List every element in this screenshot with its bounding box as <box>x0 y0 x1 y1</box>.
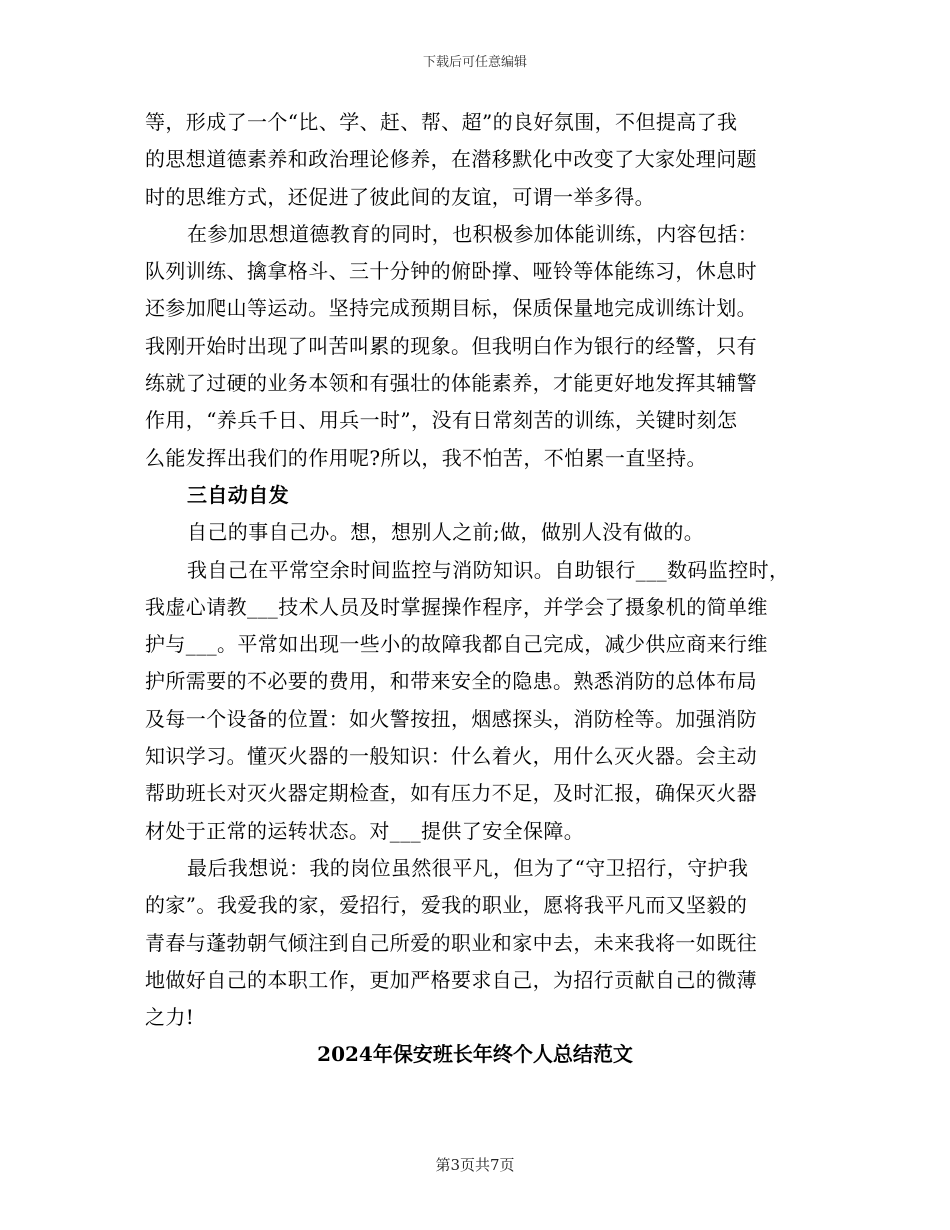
paragraph-line: 的思想道德素养和政治理论修养，在潜移默化中改变了大家处理问题 <box>145 147 757 172</box>
paragraph-line: 队列训练、擒拿格斗、三十分钟的俯卧撑、哑铃等体能练习，休息时 <box>145 259 757 284</box>
paragraph-line: 地做好自己的本职工作，更加严格要求自己，为招行贡献自己的微薄 <box>145 967 757 992</box>
paragraph-line: 知识学习。懂灭火器的一般知识：什么着火，用什么灭火器。会主动 <box>145 744 757 769</box>
paragraph-line: 之力! <box>145 1005 195 1030</box>
paragraph-line: 在参加思想道德教育的同时，也积极参加体能训练，内容包括： <box>187 221 759 246</box>
paragraph-line: 作用，“养兵千日、用兵一时”，没有日常刻苦的训练，关键时刻怎 <box>145 408 738 433</box>
section-heading: 三自动自发 <box>187 482 289 507</box>
page-header: 下载后可任意编辑 <box>422 55 527 70</box>
paragraph-line: 及每一个设备的位置：如火警按扭，烟感探头，消防栓等。加强消防 <box>145 706 757 731</box>
paragraph-line: 我虚心请教___技术人员及时掌握操作程序，并学会了摄象机的简单维 <box>145 594 768 619</box>
page-footer: 第3页共7页 <box>435 1156 515 1174</box>
body-text <box>145 104 805 1036</box>
paragraph-line: 时的思维方式，还促进了彼此间的友谊，可谓一举多得。 <box>145 184 655 209</box>
paragraph-line: 我刚开始时出现了叫苦叫累的现象。但我明白作为银行的经警，只有 <box>145 333 757 358</box>
paragraph-line: 青春与蓬勃朝气倾注到自己所爱的职业和家中去，未来我将一如既往 <box>145 930 757 955</box>
document-title: 2024年保安班长年终个人总结范文 <box>317 1042 633 1066</box>
paragraph-line: 的家”。我爱我的家，爱招行，爱我的职业，愿将我平凡而又坚毅的 <box>145 893 748 918</box>
paragraph-line: 等，形成了一个“比、学、赶、帮、超”的良好氛围，不但提高了我 <box>145 110 738 134</box>
paragraph-line: 护所需要的不必要的费用，和带来安全的隐患。熟悉消防的总体布局 <box>145 669 757 694</box>
paragraph-line: 护与___。平常如出现一些小的故障我都自己完成，减少供应商来行维 <box>145 632 768 657</box>
paragraph-line: 么能发挥出我们的作用呢?所以，我不怕苦，不怕累一直坚持。 <box>145 445 707 470</box>
paragraph-line: 帮助班长对灭火器定期检查，如有压力不足，及时汇报，确保灭火器 <box>145 781 757 806</box>
paragraph-line: 我自己在平常空余时间监控与消防知识。自助银行___数码监控时， <box>187 557 790 582</box>
paragraph-line: 材处于正常的运转状态。对___提供了安全保障。 <box>145 818 585 843</box>
paragraph-line: 练就了过硬的业务本领和有强壮的体能素养，才能更好地发挥其辅警 <box>145 371 757 396</box>
paragraph-line: 最后我想说：我的岗位虽然很平凡，但为了“守卫招行，守护我 <box>187 855 749 880</box>
paragraph-line: 自己的事自己办。想，想别人之前;做，做别人没有做的。 <box>187 520 705 545</box>
paragraph-line: 还参加爬山等运动。坚持完成预期目标，保质保量地完成训练计划。 <box>145 296 757 321</box>
